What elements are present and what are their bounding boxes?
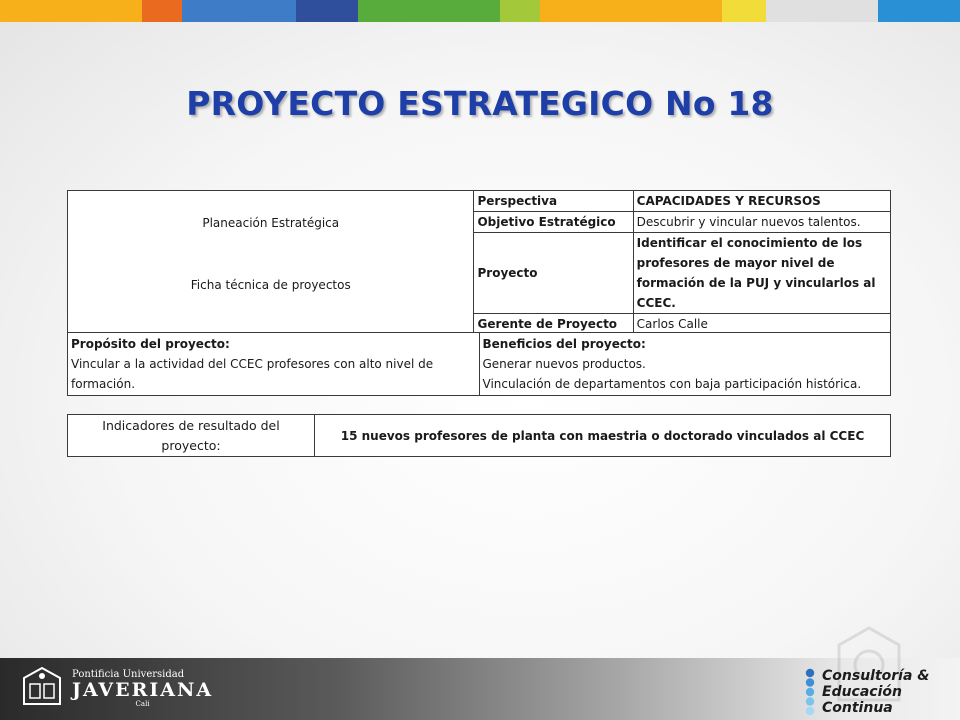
benefit-item-1: Generar nuevos productos. bbox=[482, 357, 646, 371]
objective-value: Descubrir y vincular nuevos talentos. bbox=[633, 212, 890, 233]
perspective-value: CAPACIDADES Y RECURSOS bbox=[633, 191, 890, 212]
purpose-text: Vincular a la actividad del CCEC profesores con alto nivel de formación. bbox=[71, 357, 434, 391]
ccec-logo bbox=[802, 668, 952, 716]
purpose-benefits-table bbox=[67, 332, 891, 396]
university-crest-icon bbox=[18, 664, 66, 712]
stripe-segment bbox=[296, 0, 358, 22]
stripe-segment bbox=[358, 0, 500, 22]
stripe-segment bbox=[142, 0, 182, 22]
page-title: PROYECTO ESTRATEGICO No 18 bbox=[186, 84, 774, 123]
university-name-line2: JAVERIANA bbox=[72, 678, 214, 701]
indicators-label: Indicadores de resultado del proyecto: bbox=[68, 415, 315, 457]
stripe-segment bbox=[722, 0, 766, 22]
manager-label: Gerente de Proyecto bbox=[474, 314, 633, 335]
ccec-dot bbox=[806, 707, 814, 715]
university-logo bbox=[18, 664, 213, 712]
objective-label: Objetivo Estratégico bbox=[474, 212, 633, 233]
purpose-cell bbox=[68, 333, 480, 396]
project-sheet-table bbox=[67, 190, 891, 335]
stripe-segment bbox=[878, 0, 960, 22]
planning-label: Planeación Estratégica bbox=[202, 216, 340, 230]
purpose-heading: Propósito del proyecto: bbox=[71, 337, 230, 351]
color-stripe-bar bbox=[0, 0, 960, 22]
manager-value: Carlos Calle bbox=[633, 314, 890, 335]
indicators-table bbox=[67, 414, 891, 457]
benefits-cell bbox=[479, 333, 891, 396]
benefit-item-2: Vinculación de departamentos con baja participación histórica. bbox=[482, 377, 862, 391]
ccec-dot bbox=[806, 678, 814, 686]
university-name-line1: Pontificia Universidad bbox=[72, 668, 185, 680]
ccec-dot bbox=[806, 669, 814, 677]
benefits-heading: Beneficios del proyecto: bbox=[482, 337, 646, 351]
stripe-segment bbox=[766, 0, 878, 22]
indicators-value: 15 nuevos profesores de planta con maestria o doctorado vinculados al CCEC bbox=[315, 415, 891, 457]
ccec-dot bbox=[806, 697, 814, 705]
brand-line2: Educación Continua bbox=[822, 684, 902, 716]
perspective-label: Perspectiva bbox=[474, 191, 633, 212]
sheet-left-cell bbox=[68, 191, 474, 335]
project-label: Proyecto bbox=[474, 233, 633, 314]
stripe-segment bbox=[500, 0, 540, 22]
project-value: Identificar el conocimiento de los profesores de mayor nivel de formación de la PUJ y vincularlos al CCEC. bbox=[633, 233, 890, 314]
sheet-type-label: Ficha técnica de proyectos bbox=[190, 278, 351, 292]
stripe-segment bbox=[0, 0, 142, 22]
stripe-segment bbox=[540, 0, 722, 22]
stripe-segment bbox=[182, 0, 296, 22]
university-city: Cali bbox=[135, 699, 150, 708]
ccec-dot bbox=[806, 688, 814, 696]
ccec-dots-icon bbox=[802, 668, 818, 716]
brand-line1: Consultoría & bbox=[822, 668, 930, 684]
